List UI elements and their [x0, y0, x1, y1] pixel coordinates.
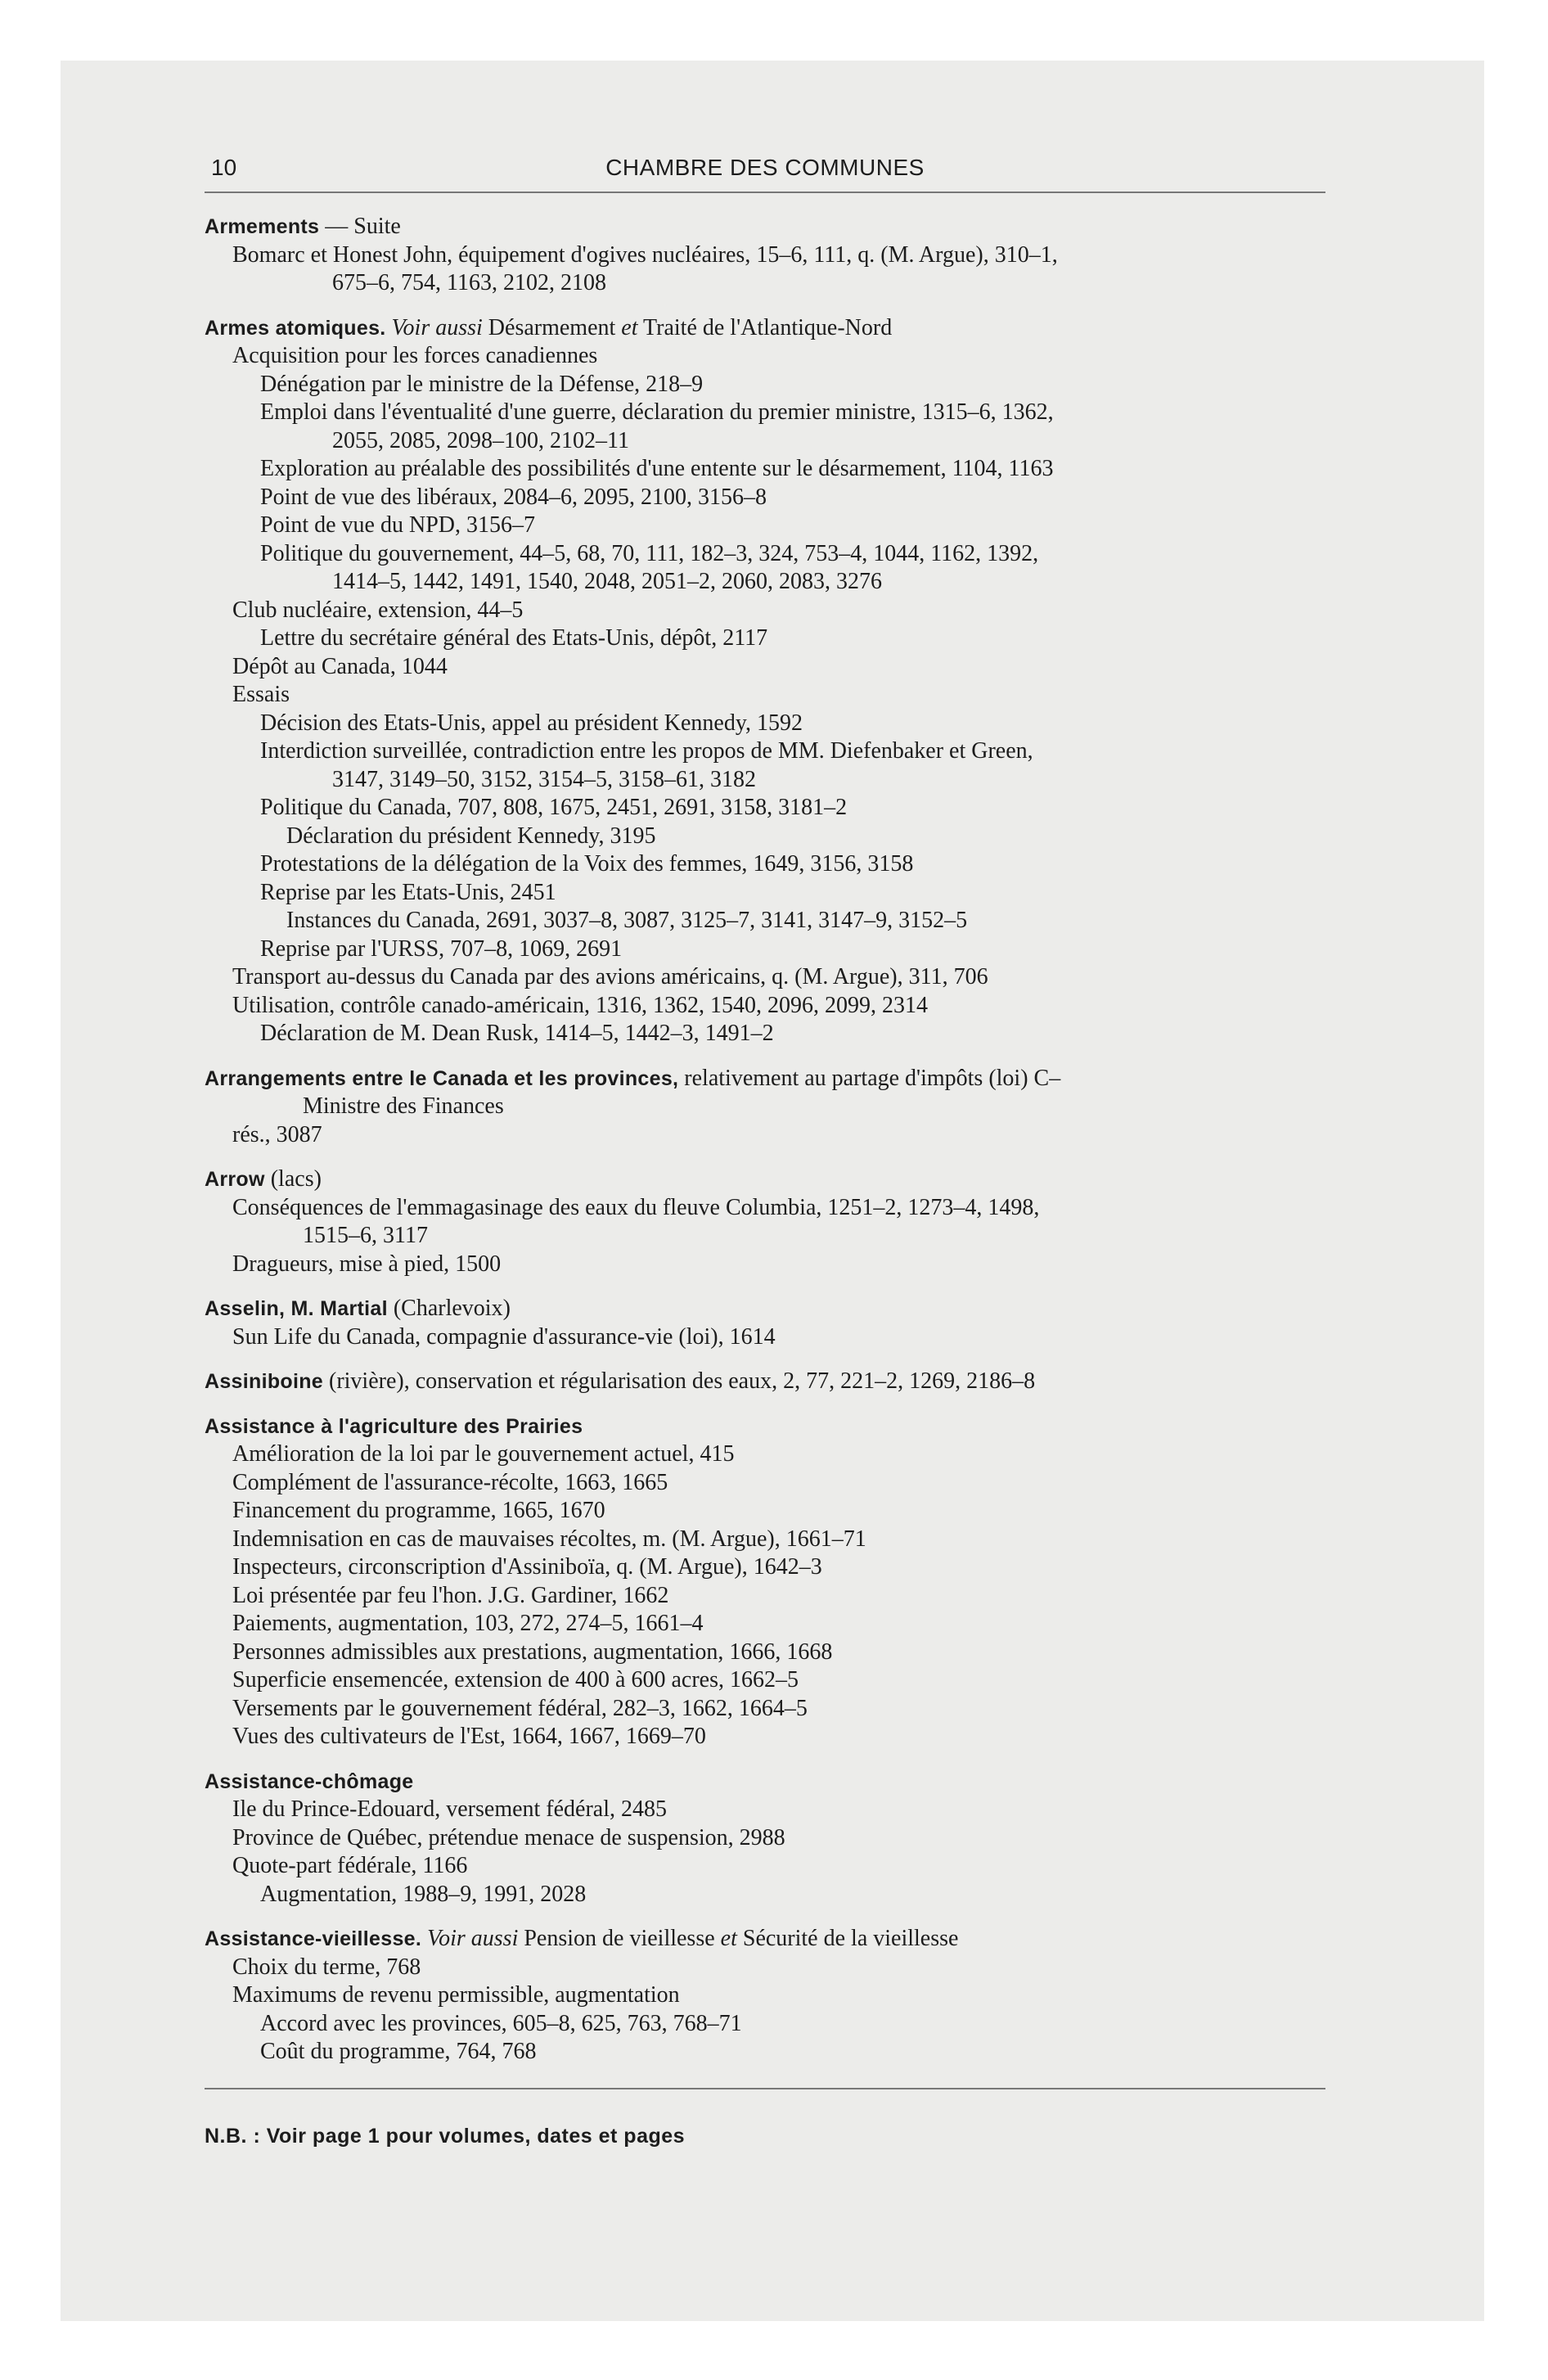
conjunction: et [621, 314, 638, 340]
index-line: Acquisition pour les forces canadiennes [232, 343, 598, 368]
index-line: Point de vue des libéraux, 2084–6, 2095, 2100, 3156–8 [260, 484, 767, 510]
index-line: Utilisation, contrôle canado-américain, 1316, 1362, 1540, 2096, 2099, 2314 [232, 992, 928, 1018]
index-line: Province de Québec, prétendue menace de suspension, 2988 [232, 1824, 785, 1850]
index-line: 675–6, 754, 1163, 2102, 2108 [332, 270, 606, 295]
index-line: Essais [232, 682, 290, 707]
entry-heading: Armements [205, 215, 320, 238]
entry-armements [205, 213, 1325, 298]
index-line: 1414–5, 1442, 1491, 1540, 2048, 2051–2, 2060, 2083, 3276 [332, 569, 882, 594]
see-also-label: Voir aussi [427, 1926, 519, 1951]
index-line: Club nucléaire, extension, 44–5 [232, 597, 524, 623]
index-line: Conséquences de l'emmagasinage des eaux du fleuve Columbia, 1251–2, 1273–4, 1498, [232, 1194, 1040, 1220]
entry-continuation: (rivière), conservation et régularisation des eaux, 2, 77, 221–2, 1269, 2186–8 [323, 1368, 1036, 1394]
index-line: Décision des Etats-Unis, appel au président Kennedy, 1592 [260, 710, 803, 736]
entry-continuation: (lacs) [264, 1166, 322, 1192]
index-line: Versements par le gouvernement fédéral, 282–3, 1662, 1664–5 [232, 1695, 808, 1721]
index-line: Transport au-dessus du Canada par des avions américains, q. (M. Argue), 311, 706 [232, 964, 988, 989]
entry-continuation: (Charlevoix) [387, 1296, 511, 1321]
header-rule [205, 192, 1325, 193]
index-line: Coût du programme, 764, 768 [260, 2039, 537, 2064]
index-line: Superficie ensemencée, extension de 400 à 600 acres, 1662–5 [232, 1667, 799, 1693]
index-line: Indemnisation en cas de mauvaises récoltes, m. (M. Argue), 1661–71 [232, 1526, 866, 1552]
index-line: Ministre des Finances [303, 1093, 504, 1119]
index-line: Quote-part fédérale, 1166 [232, 1853, 468, 1878]
index-line: Déclaration de M. Dean Rusk, 1414–5, 1442–3, 1491–2 [260, 1021, 774, 1046]
entry-arrow [205, 1165, 1325, 1278]
entry-continuation: relativement au partage d'impôts (loi) C– [678, 1065, 1061, 1091]
entry-assiniboine [205, 1368, 1325, 1396]
index-line: Vues des cultivateurs de l'Est, 1664, 1667, 1669–70 [232, 1724, 706, 1749]
entry-heading: Assistance-vieillesse. [205, 1927, 422, 1950]
index-line: Point de vue du NPD, 3156–7 [260, 512, 535, 538]
index-line: Financement du programme, 1665, 1670 [232, 1498, 605, 1523]
index-line: Politique du gouvernement, 44–5, 68, 70, 111, 182–3, 324, 753–4, 1044, 1162, 1392, [260, 540, 1039, 566]
entry-heading: Assistance à l'agriculture des Prairies [205, 1414, 583, 1438]
see-also-label: Voir aussi [391, 314, 483, 340]
index-line: Instances du Canada, 2691, 3037–8, 3087, 3125–7, 3141, 3147–9, 3152–5 [286, 908, 968, 933]
index-line: Inspecteurs, circonscription d'Assiniboïa, q. (M. Argue), 1642–3 [232, 1554, 822, 1580]
index-line: Déclaration du président Kennedy, 3195 [286, 823, 656, 849]
index-line: Maximums de revenu permissible, augmentation [232, 1982, 680, 2008]
cross-reference: Traité de l'Atlantique-Nord [643, 314, 893, 340]
footer-rule [205, 2088, 1325, 2089]
footnote: N.B. : Voir page 1 pour volumes, dates et pages [205, 2124, 686, 2148]
index-line: Complément de l'assurance-récolte, 1663, 1665 [232, 1469, 668, 1495]
index-line: Amélioration de la loi par le gouvernement actuel, 415 [232, 1441, 735, 1467]
index-line: Emploi dans l'éventualité d'une guerre, déclaration du premier ministre, 1315–6, 1362, [260, 399, 1054, 425]
index-line: Lettre du secrétaire général des Etats-Unis, dépôt, 2117 [260, 625, 768, 651]
index-line: Reprise par l'URSS, 707–8, 1069, 2691 [260, 935, 623, 962]
conjunction: et [720, 1926, 737, 1951]
index-line: Paiements, augmentation, 103, 272, 274–5, 1661–4 [232, 1611, 704, 1636]
cross-reference: Désarmement [488, 314, 616, 340]
entry-assistance-agriculture-prairies [205, 1413, 1325, 1751]
index-line: Loi présentée par feu l'hon. J.G. Gardiner, 1662 [232, 1582, 669, 1608]
index-line: Accord avec les provinces, 605–8, 625, 763, 768–71 [260, 2010, 742, 2036]
entry-suite: — Suite [319, 214, 401, 239]
entry-heading: Assiniboine [205, 1370, 323, 1393]
entry-heading: Arrangements entre le Canada et les provinces, [205, 1066, 679, 1090]
entry-armes-atomiques [205, 314, 1325, 1048]
index-line: Reprise par les Etats-Unis, 2451 [260, 879, 556, 905]
index-line: Personnes admissibles aux prestations, augmentation, 1666, 1668 [232, 1639, 833, 1665]
cross-reference: Sécurité de la vieillesse [742, 1926, 959, 1951]
page-header [205, 147, 1325, 183]
entry-heading: Asselin, M. Martial [205, 1297, 388, 1320]
entry-arrangements [205, 1065, 1325, 1150]
index-line: Dragueurs, mise à pied, 1500 [232, 1251, 502, 1277]
index-line: Ile du Prince-Edouard, versement fédéral, 2485 [232, 1796, 668, 1822]
entry-assistance-vieillesse [205, 1925, 1325, 2067]
entry-heading: Arrow [205, 1168, 265, 1191]
index-page [205, 147, 1325, 2150]
index-line: Dénégation par le ministre de la Défense, 218–9 [260, 371, 704, 397]
index-line: Politique du Canada, 707, 808, 1675, 2451, 2691, 3158, 3181–2 [260, 795, 848, 820]
entry-asselin [205, 1295, 1325, 1351]
index-line: 1515–6, 3117 [303, 1223, 428, 1248]
index-line: Bomarc et Honest John, équipement d'ogives nucléaires, 15–6, 111, q. (M. Argue), 310–1, [232, 241, 1058, 268]
cross-reference: Pension de vieillesse [524, 1926, 715, 1951]
page-number: 10 [211, 155, 237, 180]
running-title: CHAMBRE DES COMMUNES [605, 155, 925, 180]
index-line: 2055, 2085, 2098–100, 2102–11 [332, 427, 629, 453]
index-line: Exploration au préalable des possibilités d'une entente sur le désarmement, 1104, 1163 [260, 456, 1054, 481]
index-line: rés., 3087 [232, 1121, 322, 1147]
index-line: Sun Life du Canada, compagnie d'assurance-vie (loi), 1614 [232, 1323, 776, 1350]
index-line: Choix du terme, 768 [232, 1954, 421, 1980]
index-line: Augmentation, 1988–9, 1991, 2028 [260, 1881, 587, 1907]
index-line: Dépôt au Canada, 1044 [232, 653, 448, 679]
entry-heading: Armes atomiques. [205, 316, 386, 340]
index-line: 3147, 3149–50, 3152, 3154–5, 3158–61, 3182 [332, 766, 756, 792]
entry-assistance-chomage [205, 1768, 1325, 1909]
entry-heading: Assistance-chômage [205, 1769, 414, 1793]
index-line: Interdiction surveillée, contradiction entre les propos de MM. Diefenbaker et Green, [260, 738, 1033, 764]
index-line: Protestations de la délégation de la Voix des femmes, 1649, 3156, 3158 [260, 851, 914, 877]
